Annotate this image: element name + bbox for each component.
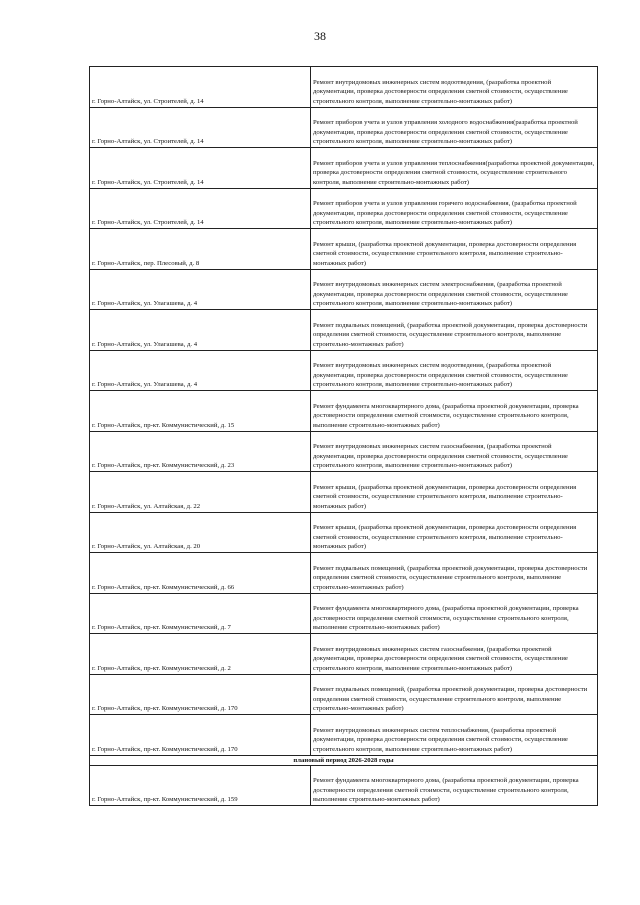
work-description-cell: Ремонт внутридомовых инженерных систем водоотведения, (разработка проектной документации, проверка достоверности определения сметной стоимости, осуществление строительного контроля, выполнение строительно-монтажных работ) [311, 350, 598, 391]
work-description-cell: Ремонт приборов учета и узлов управления холодного водоснабжения(разработка проектной документации, проверка достоверности определения сметной стоимости, осуществление строительного контроля, выполнение строительно-монтажных работ) [311, 107, 598, 148]
work-description-cell: Ремонт крыши, (разработка проектной документации, проверка достоверности определения сметной стоимости, осуществление строительного контроля, выполнение строительно-монтажных работ) [311, 229, 598, 270]
address-cell: г. Горно-Алтайск, ул. Строителей, д. 14 [90, 67, 311, 108]
table-row [90, 391, 598, 432]
table-row [90, 229, 598, 270]
table-row [90, 350, 598, 391]
address-cell: г. Горно-Алтайск, пр-кт. Коммунистический, д. 7 [90, 593, 311, 634]
address-cell: г. Горно-Алтайск, ул. Улагашева, д. 4 [90, 350, 311, 391]
work-description-cell: Ремонт фундамента многоквартирного дома, (разработка проектной документации, проверка достоверности определения сметной стоимости, осуществление строительного контроля, выполнение строительно-монтажных работ) [311, 765, 598, 806]
table-row [90, 269, 598, 310]
table-row [90, 107, 598, 148]
address-cell: г. Горно-Алтайск, пр-кт. Коммунистический, д. 2 [90, 634, 311, 675]
work-description-cell: Ремонт подвальных помещений, (разработка проектной документации, проверка достоверности определения сметной стоимости, осуществление строительного контроля, выполнение строительно-монтажных работ) [311, 553, 598, 594]
address-cell: г. Горно-Алтайск, пер. Плесовый, д. 8 [90, 229, 311, 270]
work-description-cell: Ремонт внутридомовых инженерных систем водоотведения, (разработка проектной документации, проверка достоверности определения сметной стоимости, осуществление строительного контроля, выполнение строительно-монтажных работ) [311, 67, 598, 108]
work-description-cell: Ремонт подвальных помещений, (разработка проектной документации, проверка достоверности определения сметной стоимости, осуществление строительного контроля, выполнение строительно-монтажных работ) [311, 674, 598, 715]
address-cell: г. Горно-Алтайск, пр-кт. Коммунистический, д. 15 [90, 391, 311, 432]
work-description-cell: Ремонт внутридомовых инженерных систем теплоснабжения, (разработка проектной документации, проверка достоверности определения сметной стоимости, осуществление строительного контроля, выполнение строительно-монтажных работ) [311, 715, 598, 756]
work-description-cell: Ремонт внутридомовых инженерных систем газоснабжения, (разработка проектной документации, проверка достоверности определения сметной стоимости, осуществление строительного контроля, выполнение строительно-монтажных работ) [311, 431, 598, 472]
page-number: 38 [314, 29, 326, 43]
section-title: плановый период 2026-2028 годы [90, 755, 598, 765]
address-cell: г. Горно-Алтайск, пр-кт. Коммунистический, д. 159 [90, 765, 311, 806]
table-row [90, 188, 598, 229]
table-row [90, 674, 598, 715]
work-description-cell: Ремонт подвальных помещений, (разработка проектной документации, проверка достоверности определения сметной стоимости, осуществление строительного контроля, выполнение строительно-монтажных работ) [311, 310, 598, 351]
address-cell: г. Горно-Алтайск, ул. Строителей, д. 14 [90, 107, 311, 148]
work-description-cell: Ремонт внутридомовых инженерных систем электроснабжения, (разработка проектной документации, проверка достоверности определения сметной стоимости, осуществление строительного контроля, выполнение строительно-монтажных работ) [311, 269, 598, 310]
address-cell: г. Горно-Алтайск, пр-кт. Коммунистический, д. 66 [90, 553, 311, 594]
address-cell: г. Горно-Алтайск, ул. Улагашева, д. 4 [90, 310, 311, 351]
address-cell: г. Горно-Алтайск, пр-кт. Коммунистический, д. 170 [90, 715, 311, 756]
table-row [90, 553, 598, 594]
address-cell: г. Горно-Алтайск, ул. Алтайская, д. 22 [90, 472, 311, 513]
work-description-cell: Ремонт приборов учета и узлов управления теплоснабжения(разработка проектной документации, проверка достоверности определения сметной стоимости, осуществление строительного контроля, выполнение строительно-монтажных работ) [311, 148, 598, 189]
table-row [90, 634, 598, 675]
works-table [89, 66, 598, 806]
address-cell: г. Горно-Алтайск, ул. Алтайская, д. 20 [90, 512, 311, 553]
address-cell: г. Горно-Алтайск, пр-кт. Коммунистический, д. 23 [90, 431, 311, 472]
table-row [90, 512, 598, 553]
work-description-cell: Ремонт фундамента многоквартирного дома, (разработка проектной документации, проверка достоверности определения сметной стоимости, осуществление строительного контроля, выполнение строительно-монтажных работ) [311, 391, 598, 432]
work-description-cell: Ремонт внутридомовых инженерных систем газоснабжения, (разработка проектной документации, проверка достоверности определения сметной стоимости, осуществление строительного контроля, выполнение строительно-монтажных работ) [311, 634, 598, 675]
table-row [90, 715, 598, 756]
address-cell: г. Горно-Алтайск, пр-кт. Коммунистический, д. 170 [90, 674, 311, 715]
table-row [90, 148, 598, 189]
table-row [90, 310, 598, 351]
table-row [90, 765, 598, 806]
table-row [90, 593, 598, 634]
work-description-cell: Ремонт фундамента многоквартирного дома, (разработка проектной документации, проверка достоверности определения сметной стоимости, осуществление строительного контроля, выполнение строительно-монтажных работ) [311, 593, 598, 634]
table-row [90, 431, 598, 472]
address-cell: г. Горно-Алтайск, ул. Строителей, д. 14 [90, 148, 311, 189]
table-row [90, 67, 598, 108]
work-description-cell: Ремонт крыши, (разработка проектной документации, проверка достоверности определения сметной стоимости, осуществление строительного контроля, выполнение строительно-монтажных работ) [311, 472, 598, 513]
work-description-cell: Ремонт крыши, (разработка проектной документации, проверка достоверности определения сметной стоимости, осуществление строительного контроля, выполнение строительно-монтажных работ) [311, 512, 598, 553]
address-cell: г. Горно-Алтайск, ул. Строителей, д. 14 [90, 188, 311, 229]
address-cell: г. Горно-Алтайск, ул. Улагашева, д. 4 [90, 269, 311, 310]
work-description-cell: Ремонт приборов учета и узлов управления горячего водоснабжения, (разработка проектной документации, проверка достоверности определения сметной стоимости, осуществление строительного контроля, выполнение строительно-монтажных работ) [311, 188, 598, 229]
table-row [90, 472, 598, 513]
section-header-row [90, 755, 598, 765]
